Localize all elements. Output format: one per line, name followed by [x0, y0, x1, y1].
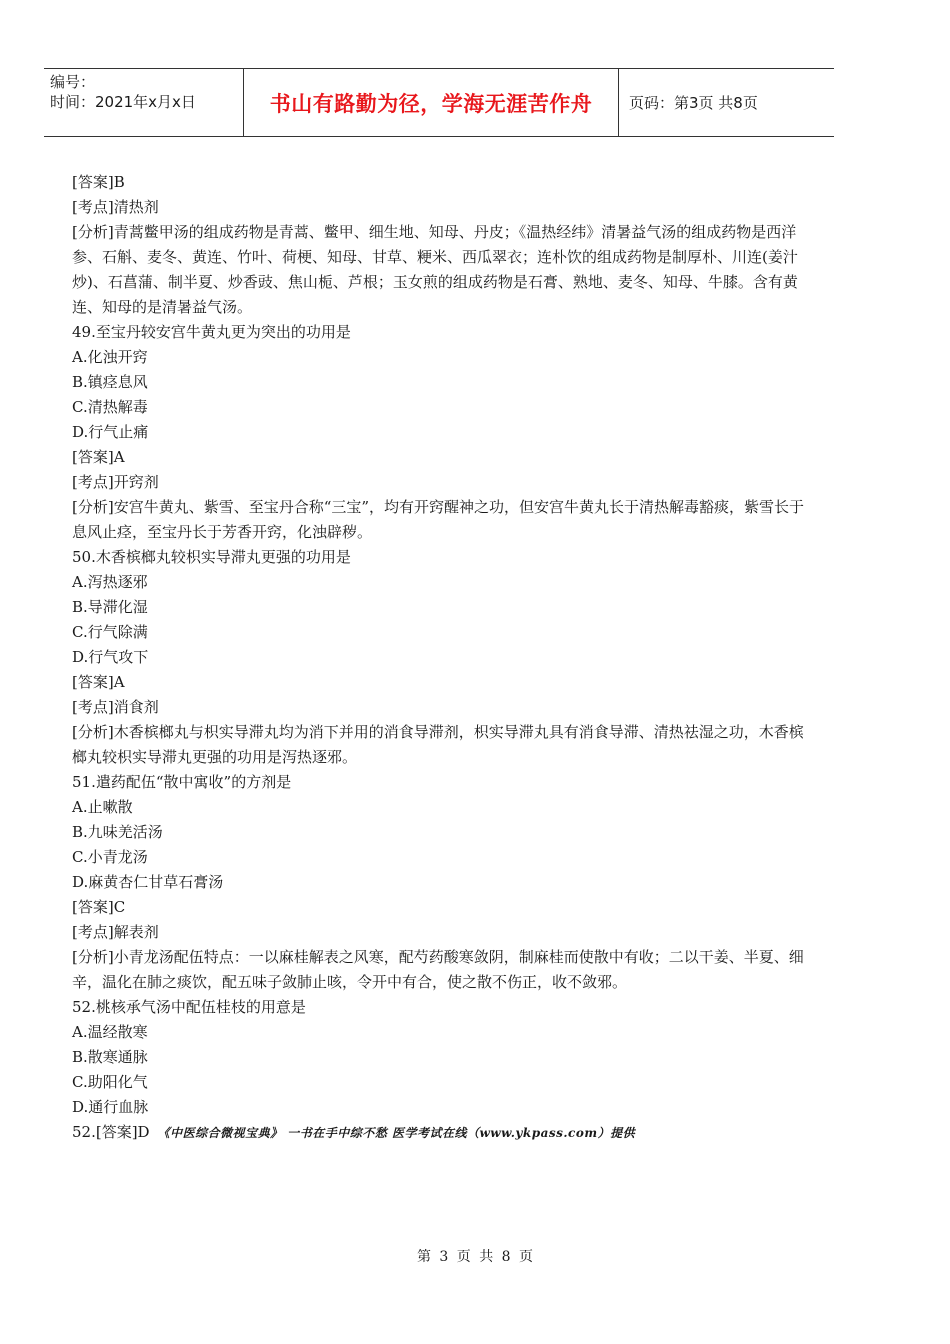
text-line: [考点]解表剂: [72, 923, 159, 941]
option-line: A.温经散寒: [72, 1023, 148, 1041]
text-line: [考点]清热剂: [72, 198, 159, 216]
option-line: D.通行血脉: [72, 1098, 149, 1116]
option-line: D.麻黄杏仁甘草石膏汤: [72, 873, 224, 891]
option-line: B.导滞化湿: [72, 598, 148, 616]
option-line: A.化浊开窍: [72, 348, 148, 366]
question-49: 49.至宝丹较安宫牛黄丸更为突出的功用是: [72, 323, 351, 341]
text-line: [答案]B: [72, 173, 125, 191]
text-line: [考点]消食剂: [72, 698, 159, 716]
option-line: D.行气止痛: [72, 423, 149, 441]
option-line: C.小青龙汤: [72, 848, 148, 866]
text-line: [答案]A: [72, 448, 125, 466]
answer-52: 52.[答案]D: [72, 1123, 150, 1141]
option-line: B.镇痉息风: [72, 373, 148, 391]
text-line: [答案]A: [72, 673, 125, 691]
option-line: B.九味羌活汤: [72, 823, 163, 841]
number-label: 编号：: [50, 73, 96, 91]
question-50: 50.木香槟榔丸较枳实导滞丸更强的功用是: [72, 548, 351, 566]
header-meta: [44, 69, 244, 136]
header-page-code: 页码：第3页 共8页: [629, 94, 758, 112]
question-51: 51.遣药配伍“散中寓收”的方剂是: [72, 773, 292, 791]
option-line: C.行气除满: [72, 623, 148, 641]
text-line: [分析]小青龙汤配伍特点：一以麻桂解表之风寒，配芍药酸寒敛阴，制麻桂而使散中有收；二以干姜、半夏、细辛，温化在肺之痰饮，配五味子敛肺止咳，令开中有合，使之散不伤正，收不敛邪。: [72, 948, 804, 991]
header-motto: 书山有路勤为径，学海无涯苦作舟: [244, 69, 619, 136]
text-line: [分析]青蒿鳖甲汤的组成药物是青蒿、鳖甲、细生地、知母、丹皮；《温热经纬》清暑益气汤的组成药物是西洋参、石斛、麦冬、黄连、竹叶、荷梗、知母、甘草、粳米、西瓜翠衣；连朴饮的组成药物是制厚朴、川连(姜汁炒)、石菖蒲、制半夏、炒香豉、焦山栀、芦根；玉女煎的组成药物是石膏、熟地、麦冬、知母、牛膝。含有黄连、知母的是清暑益气汤。: [72, 223, 798, 316]
option-line: C.清热解毒: [72, 398, 148, 416]
source-footnote: 《中医综合微视宝典》 一书在手中综不愁 医学考试在线（www.ykpass.com）提供: [157, 1126, 636, 1140]
option-line: A.止嗽散: [72, 798, 133, 816]
answer-with-footnote: [72, 1120, 812, 1146]
page-header: [44, 68, 834, 137]
text-line: [答案]C: [72, 898, 126, 916]
page-footer: 第 3 页 共 8 页: [416, 1249, 534, 1265]
time-label: 时间：2021年x月x日: [50, 93, 196, 111]
text-line: [分析]安宫牛黄丸、紫雪、至宝丹合称“三宝”，均有开窍醒神之功，但安宫牛黄丸长于清热解毒豁痰，紫雪长于息风止痉，至宝丹长于芳香开窍，化浊辟秽。: [72, 498, 805, 541]
text-line: [考点]开窍剂: [72, 473, 159, 491]
option-line: D.行气攻下: [72, 648, 149, 666]
document-body: [72, 170, 812, 1146]
option-line: A.泻热逐邪: [72, 573, 148, 591]
option-line: C.助阳化气: [72, 1073, 148, 1091]
question-52: 52.桃核承气汤中配伍桂枝的用意是: [72, 998, 306, 1016]
option-line: B.散寒通脉: [72, 1048, 148, 1066]
text-line: [分析]木香槟榔丸与枳实导滞丸均为消下并用的消食导滞剂，枳实导滞丸具有消食导滞、清热祛湿之功，木香槟榔丸较枳实导滞丸更强的功用是泻热逐邪。: [72, 723, 804, 766]
